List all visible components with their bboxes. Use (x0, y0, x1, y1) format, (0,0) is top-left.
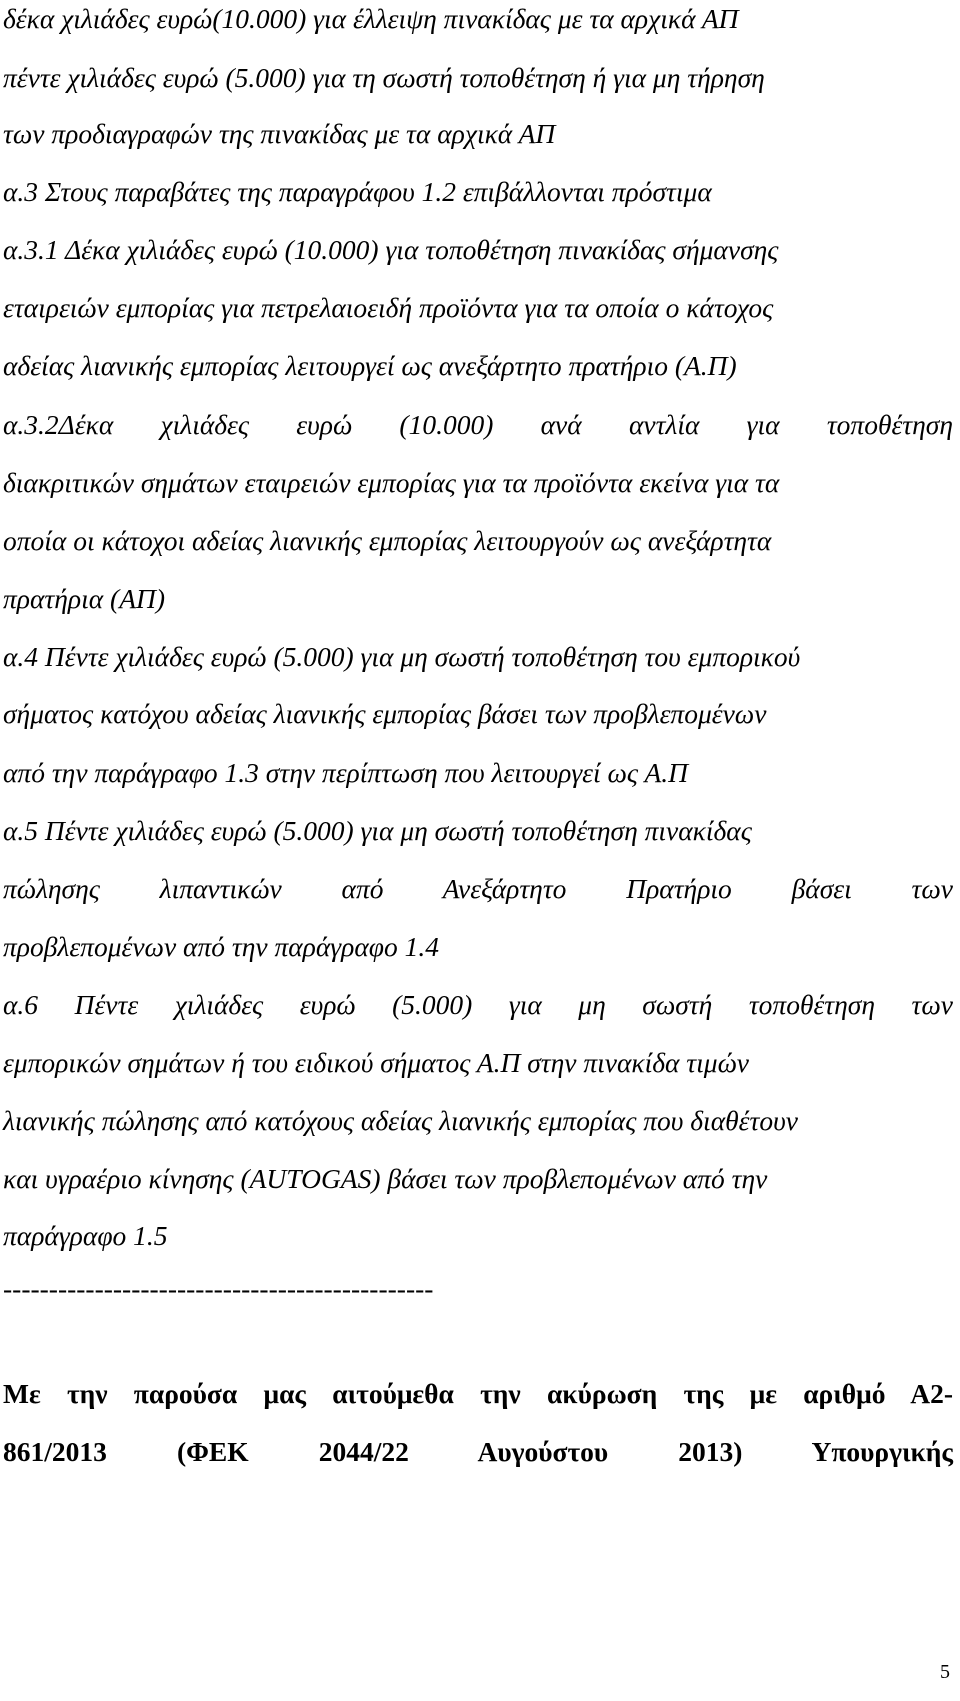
text-line: λιανικής πώλησης από κατόχους αδείας λιανικής εμπορίας που διαθέτουν (3, 1105, 798, 1136)
text-line: α.3.1 Δέκα χιλιάδες ευρώ (10.000) για τοποθέτηση πινακίδας σήμανσης (3, 234, 779, 265)
bold-text-line: Με την παρούσα μας αιτούμεθα την ακύρωση της με αριθμό Α2- (3, 1378, 953, 1409)
text-line: και υγραέριο κίνησης (AUTOGAS) βάσει των προβλεπομένων από την (3, 1163, 768, 1194)
text-line: πέντε χιλιάδες ευρώ (5.000) για τη σωστή τοποθέτηση ή για μη τήρηση (3, 62, 765, 93)
text-line: α.5 Πέντε χιλιάδες ευρώ (5.000) για μη σωστή τοποθέτηση πινακίδας (3, 815, 752, 846)
text-line: πρατήρια (ΑΠ) (3, 583, 166, 614)
text-line: α.4 Πέντε χιλιάδες ευρώ (5.000) για μη σωστή τοποθέτηση του εμπορικού (3, 641, 801, 672)
text-line: από την παράγραφο 1.3 στην περίπτωση που λειτουργεί ως Α.Π (3, 757, 689, 788)
text-line: α.3.2Δέκα χιλιάδες ευρώ (10.000) ανά αντλία για τοποθέτηση (3, 409, 953, 440)
text-line: α.6 Πέντε χιλιάδες ευρώ (5.000) για μη σωστή τοποθέτηση των (3, 989, 953, 1020)
separator-line: ----------------------------------------------- (3, 1273, 434, 1304)
text-line: προβλεπομένων από την παράγραφο 1.4 (3, 931, 439, 962)
text-line: διακριτικών σημάτων εταιρειών εμπορίας για τα προϊόντα εκείνα για τα (3, 467, 780, 498)
text-line: παράγραφο 1.5 (3, 1220, 168, 1251)
text-line: αδείας λιανικής εμπορίας λειτουργεί ως ανεξάρτητο πρατήριο (Α.Π) (3, 350, 737, 381)
text-line: α.3 Στους παραβάτες της παραγράφου 1.2 επιβάλλονται πρόστιμα (3, 176, 712, 207)
text-line: εμπορικών σημάτων ή του ειδικού σήματος Α.Π στην πινακίδα τιμών (3, 1047, 749, 1078)
page-number: 5 (940, 1661, 950, 1683)
text-line: οποία οι κάτοχοι αδείας λιανικής εμπορίας λειτουργούν ως ανεξάρτητα (3, 525, 772, 556)
bold-text-line: 861/2013 (ΦΕΚ 2044/22 Αυγούστου 2013) Υπουργικής (3, 1436, 953, 1467)
text-line: εταιρειών εμπορίας για πετρελαιοειδή προϊόντα για τα οποία ο κάτοχος (3, 292, 774, 323)
text-line: πώλησης λιπαντικών από Ανεξάρτητο Πρατήριο βάσει των (3, 873, 953, 904)
text-line: δέκα χιλιάδες ευρώ(10.000) για έλλειψη πινακίδας με τα αρχικά ΑΠ (3, 3, 739, 34)
text-line: σήματος κατόχου αδείας λιανικής εμπορίας βάσει των προβλεπομένων (3, 698, 767, 729)
text-line: των προδιαγραφών της πινακίδας με τα αρχικά ΑΠ (3, 118, 556, 149)
